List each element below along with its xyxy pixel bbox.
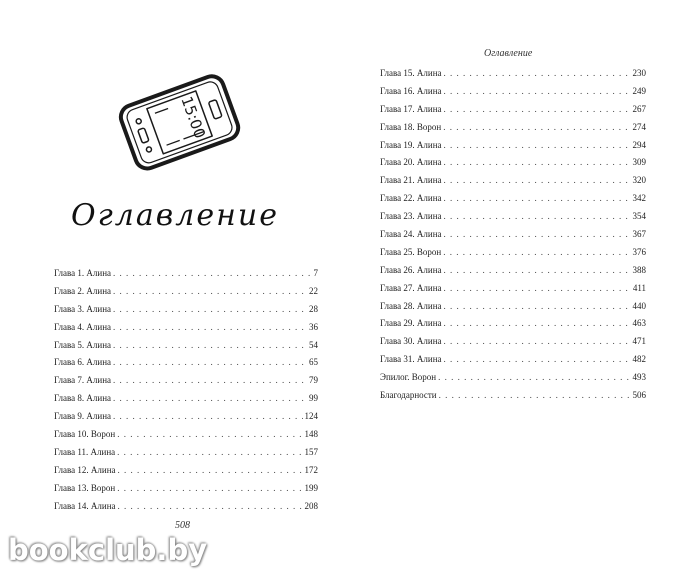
toc-entry-label: Глава 14. Алина xyxy=(54,500,116,511)
toc-entry xyxy=(54,286,318,304)
toc-entry-label: Благодарности xyxy=(380,390,437,401)
toc-entry-page: 99 xyxy=(309,393,318,404)
toc-entry-page: 7 xyxy=(313,268,318,278)
toc-entry xyxy=(54,483,318,501)
toc-entry-label: Глава 23. Алина xyxy=(380,211,442,222)
toc-entry xyxy=(54,340,318,358)
toc-entry xyxy=(54,429,318,447)
toc-entry-page: 463 xyxy=(632,318,646,329)
toc-entry-label: Глава 17. Алина xyxy=(380,103,442,114)
toc-list-right xyxy=(380,68,646,408)
toc-entry-page: 65 xyxy=(309,357,318,368)
toc-entry-label: Глава 15. Алина xyxy=(380,68,442,78)
toc-leader-dots xyxy=(443,247,630,257)
toc-entry-page: 199 xyxy=(304,482,318,493)
toc-heading: Оглавление xyxy=(71,198,279,233)
toc-entry xyxy=(380,211,646,229)
toc-leader-dots xyxy=(444,301,631,311)
toc-leader-dots xyxy=(118,465,303,475)
toc-entry-page: 294 xyxy=(632,139,646,150)
toc-entry-label: Глава 26. Алина xyxy=(380,264,442,275)
toc-leader-dots xyxy=(444,86,631,96)
toc-entry-label: Глава 16. Алина xyxy=(380,85,442,96)
toc-entry-label: Глава 10. Ворон xyxy=(54,429,116,440)
toc-entry-label: Эпилог. Ворон xyxy=(380,372,437,383)
toc-entry xyxy=(380,354,646,372)
toc-entry xyxy=(380,372,646,390)
toc-entry-page: 22 xyxy=(309,285,318,296)
toc-entry-page: 54 xyxy=(309,339,318,350)
toc-leader-dots xyxy=(113,357,307,367)
toc-entry xyxy=(380,247,646,265)
toc-leader-dots xyxy=(117,447,302,457)
toc-entry xyxy=(380,140,646,158)
toc-entry-label: Глава 6. Алина xyxy=(54,357,112,368)
toc-entry-label: Глава 9. Алина xyxy=(54,411,112,422)
toc-entry xyxy=(54,357,318,375)
toc-entry-page: 506 xyxy=(632,390,646,401)
toc-entry xyxy=(380,86,646,104)
toc-entry-page: 157 xyxy=(304,446,318,457)
toc-entry-page: 471 xyxy=(632,336,646,347)
toc-entry-page: 208 xyxy=(304,500,318,511)
toc-entry-page: 79 xyxy=(309,375,318,386)
page-number: 508 xyxy=(175,520,190,531)
toc-entry xyxy=(54,375,318,393)
toc-entry xyxy=(380,229,646,247)
toc-entry xyxy=(380,68,646,86)
toc-leader-dots xyxy=(444,175,631,185)
toc-entry-page: 388 xyxy=(632,264,646,275)
toc-leader-dots xyxy=(438,372,630,382)
toc-entry-page: 249 xyxy=(632,85,646,96)
toc-entry xyxy=(54,447,318,465)
toc-entry xyxy=(380,336,646,354)
toc-entry xyxy=(380,193,646,211)
toc-entry xyxy=(380,283,646,301)
toc-entry-label: Глава 2. Алина xyxy=(54,285,112,296)
phone-time: 15:00 xyxy=(177,94,210,141)
toc-entry xyxy=(54,465,318,483)
toc-entry-page: 28 xyxy=(309,303,318,314)
toc-entry-page: 367 xyxy=(632,229,646,240)
toc-entry xyxy=(54,501,318,519)
toc-entry-label: Глава 18. Ворон xyxy=(380,121,442,132)
toc-entry xyxy=(380,318,646,336)
toc-entry xyxy=(380,104,646,122)
toc-entry xyxy=(380,301,646,319)
toc-entry-label: Глава 11. Алина xyxy=(54,446,116,457)
toc-leader-dots xyxy=(118,501,303,511)
toc-entry-page: 124 xyxy=(304,411,318,422)
toc-leader-dots xyxy=(444,68,631,78)
toc-leader-dots xyxy=(444,193,631,203)
toc-entry-page: 482 xyxy=(632,354,646,365)
toc-entry-page: 172 xyxy=(304,464,318,475)
toc-leader-dots xyxy=(444,283,631,293)
toc-list-left xyxy=(54,268,318,518)
running-head: Оглавление xyxy=(484,48,533,59)
toc-entry xyxy=(54,304,318,322)
toc-leader-dots xyxy=(117,429,302,439)
toc-leader-dots xyxy=(444,211,631,221)
toc-entry-label: Глава 30. Алина xyxy=(380,336,442,347)
toc-entry-page: 440 xyxy=(632,300,646,311)
toc-entry-label: Глава 4. Алина xyxy=(54,321,112,332)
toc-entry-label: Глава 28. Алина xyxy=(380,300,442,311)
toc-entry-label: Глава 31. Алина xyxy=(380,354,442,365)
toc-leader-dots xyxy=(113,286,307,296)
toc-entry-label: Глава 5. Алина xyxy=(54,339,112,350)
right-page xyxy=(350,0,700,584)
toc-leader-dots xyxy=(444,336,631,346)
toc-entry xyxy=(380,157,646,175)
toc-entry xyxy=(54,411,318,429)
toc-entry-label: Глава 27. Алина xyxy=(380,282,442,293)
toc-entry-page: 354 xyxy=(632,211,646,222)
toc-entry xyxy=(54,268,318,286)
toc-leader-dots xyxy=(443,122,630,132)
toc-entry-label: Глава 21. Алина xyxy=(380,175,442,186)
toc-leader-dots xyxy=(113,411,302,421)
toc-entry-page: 342 xyxy=(632,193,646,204)
smartphone-icon xyxy=(108,62,248,187)
toc-leader-dots xyxy=(113,375,307,385)
toc-leader-dots xyxy=(113,393,307,403)
toc-entry-page: 309 xyxy=(632,157,646,168)
toc-leader-dots xyxy=(113,322,307,332)
toc-entry-label: Глава 24. Алина xyxy=(380,229,442,240)
toc-leader-dots xyxy=(439,390,631,400)
toc-entry-page: 376 xyxy=(632,246,646,257)
toc-entry-page: 36 xyxy=(309,321,318,332)
toc-entry-page: 320 xyxy=(632,175,646,186)
toc-entry xyxy=(54,322,318,340)
toc-entry-page: 230 xyxy=(632,68,646,78)
toc-entry-label: Глава 8. Алина xyxy=(54,393,112,404)
toc-entry-page: 148 xyxy=(304,429,318,440)
toc-entry-label: Глава 25. Ворон xyxy=(380,246,442,257)
toc-leader-dots xyxy=(444,265,631,275)
toc-entry-page: 267 xyxy=(632,103,646,114)
toc-entry-label: Глава 12. Алина xyxy=(54,464,116,475)
toc-leader-dots xyxy=(444,104,631,114)
toc-leader-dots xyxy=(444,318,631,328)
toc-leader-dots xyxy=(113,304,307,314)
toc-entry xyxy=(380,122,646,140)
toc-leader-dots xyxy=(444,140,631,150)
toc-entry xyxy=(380,265,646,283)
toc-entry-label: Глава 20. Алина xyxy=(380,157,442,168)
toc-entry-label: Глава 19. Алина xyxy=(380,139,442,150)
toc-entry-label: Глава 29. Алина xyxy=(380,318,442,329)
toc-leader-dots xyxy=(117,483,302,493)
toc-entry-label: Глава 3. Алина xyxy=(54,303,112,314)
toc-leader-dots xyxy=(444,354,631,364)
toc-entry-page: 274 xyxy=(632,121,646,132)
watermark: bookclub.by xyxy=(8,533,208,567)
toc-leader-dots xyxy=(113,340,307,350)
toc-leader-dots xyxy=(444,229,631,239)
toc-entry-page: 493 xyxy=(632,372,646,383)
toc-entry-label: Глава 1. Алина xyxy=(54,268,112,278)
toc-entry-label: Глава 7. Алина xyxy=(54,375,112,386)
toc-entry xyxy=(380,390,646,408)
toc-entry-label: Глава 22. Алина xyxy=(380,193,442,204)
toc-leader-dots xyxy=(113,268,311,278)
toc-entry xyxy=(380,175,646,193)
toc-entry-label: Глава 13. Ворон xyxy=(54,482,116,493)
toc-entry xyxy=(54,393,318,411)
toc-entry-page: 411 xyxy=(632,282,646,293)
toc-leader-dots xyxy=(444,157,631,167)
